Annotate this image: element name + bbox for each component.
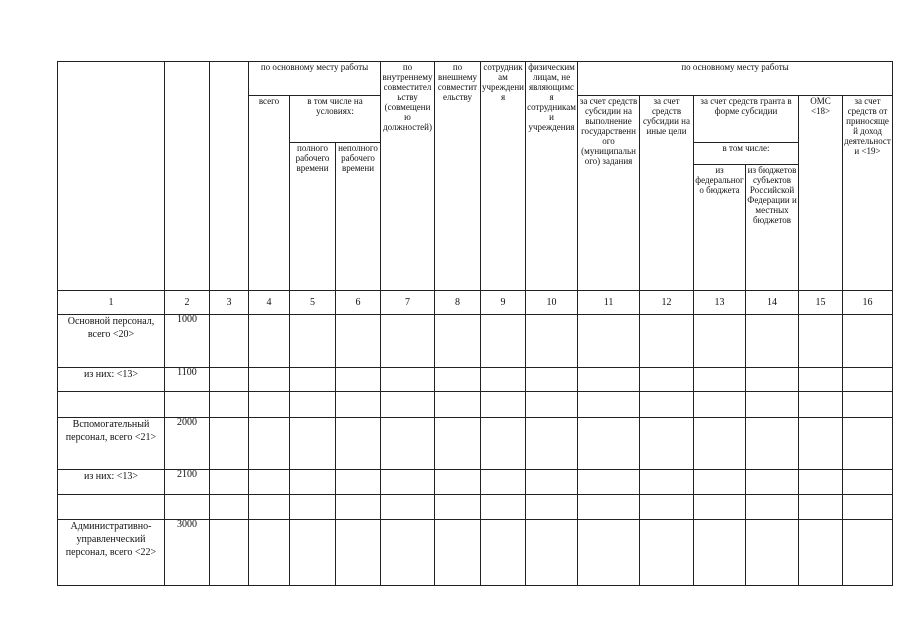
data-cell [210,520,249,586]
data-cell [435,520,481,586]
data-cell [249,392,290,418]
column-number: 8 [435,291,481,315]
header-federal: из федерального бюджета [694,165,746,291]
data-cell [249,418,290,470]
data-cell [210,368,249,392]
header-full-time: полного рабочего времени [290,143,336,291]
header-income: за счет средств от приносящей доход деятельности <19> [843,96,893,291]
header-total: всего [249,96,290,291]
data-cell [694,315,746,368]
row-label: из них: <13> [58,368,165,392]
data-cell [249,315,290,368]
data-cell [799,520,843,586]
data-cell [210,495,249,520]
row-code: 2100 [165,470,210,495]
data-cell [481,368,526,392]
data-cell [694,495,746,520]
data-cell [249,368,290,392]
header-grant: за счет средств гранта в форме субсидии [694,96,799,143]
row-code [165,495,210,520]
data-cell [578,392,640,418]
data-cell [249,470,290,495]
data-cell [290,470,336,495]
data-cell [381,315,435,368]
data-cell [210,418,249,470]
data-cell [578,495,640,520]
column-number-row [58,291,893,315]
data-cell [640,520,694,586]
data-cell [746,495,799,520]
column-number: 14 [746,291,799,315]
data-cell [481,392,526,418]
data-cell [249,520,290,586]
data-cell [746,392,799,418]
data-cell [435,418,481,470]
data-cell [290,495,336,520]
data-cell [381,368,435,392]
column-number: 10 [526,291,578,315]
data-cell [526,495,578,520]
header-cell-blank-2 [165,62,210,291]
data-cell [799,315,843,368]
table-row [58,495,893,520]
header-incl-conditions: в том числе на условиях: [290,96,381,143]
data-cell [381,418,435,470]
table-row [58,470,893,495]
data-cell [481,495,526,520]
row-label [58,495,165,520]
data-cell [526,470,578,495]
data-cell [578,418,640,470]
data-cell [336,520,381,586]
column-number: 6 [336,291,381,315]
data-cell [746,368,799,392]
data-cell [435,315,481,368]
data-cell [290,368,336,392]
row-label [58,392,165,418]
row-code [165,392,210,418]
data-cell [481,315,526,368]
column-number: 7 [381,291,435,315]
row-code: 1100 [165,368,210,392]
data-cell [210,315,249,368]
data-cell [746,470,799,495]
data-cell [694,418,746,470]
data-cell [746,520,799,586]
staff-report-table [57,61,893,586]
data-cell [210,470,249,495]
row-code: 1000 [165,315,210,368]
data-cell [640,392,694,418]
data-cell [481,418,526,470]
header-subsidy-task: за счет средств субсидии на выполнение государственного (муниципального) задания [578,96,640,291]
column-number: 13 [694,291,746,315]
data-cell [799,368,843,392]
header-cell-blank-3 [210,62,249,291]
data-cell [843,520,893,586]
data-cell [799,418,843,470]
data-cell [249,495,290,520]
data-cell [481,520,526,586]
data-cell [694,392,746,418]
data-cell [290,520,336,586]
data-cell [694,368,746,392]
data-cell [526,315,578,368]
data-cell [290,315,336,368]
data-cell [694,470,746,495]
column-number: 3 [210,291,249,315]
data-cell [481,470,526,495]
data-cell [336,470,381,495]
data-cell [746,418,799,470]
data-cell [640,315,694,368]
header-internal-combination: по внутреннему совместительству (совмещению должностей) [381,62,435,291]
data-cell [578,520,640,586]
row-label: из них: <13> [58,470,165,495]
table-row [58,315,893,368]
data-cell [843,315,893,368]
data-cell [526,418,578,470]
column-number: 15 [799,291,843,315]
data-cell [336,418,381,470]
column-number: 1 [58,291,165,315]
header-employees-institution: сотрудникам учреждения [481,62,526,291]
data-cell [578,368,640,392]
data-cell [336,392,381,418]
data-cell [843,495,893,520]
table-row [58,368,893,392]
data-cell [290,392,336,418]
data-cell [435,368,481,392]
row-label: Вспомогательный персонал, всего <21> [58,418,165,470]
data-cell [843,470,893,495]
header-regional: из бюджетов субъектов Российской Федерации и местных бюджетов [746,165,799,291]
data-cell [578,315,640,368]
data-cell [694,520,746,586]
data-cell [578,470,640,495]
header-oms: ОМС <18> [799,96,843,291]
data-cell [640,495,694,520]
header-physical-persons: физическим лицам, не являющимся сотрудниками учреждения [526,62,578,291]
data-cell [843,392,893,418]
data-cell [799,392,843,418]
header-cell-blank-1 [58,62,165,291]
header-part-time: неполного рабочего времени [336,143,381,291]
data-cell [640,368,694,392]
header-main-place-b: по основному месту работы [578,62,893,96]
data-cell [799,495,843,520]
data-cell [435,495,481,520]
column-number: 16 [843,291,893,315]
table-row [58,418,893,470]
row-code: 3000 [165,520,210,586]
row-code: 2000 [165,418,210,470]
data-cell [526,368,578,392]
header-subsidy-other: за счет средств субсидии на иные цели [640,96,694,291]
data-cell [435,470,481,495]
header-incl: в том числе: [694,143,799,165]
column-number: 5 [290,291,336,315]
data-cell [381,470,435,495]
data-cell [640,418,694,470]
column-number: 9 [481,291,526,315]
data-cell [336,315,381,368]
data-cell [336,368,381,392]
row-label: Административно-управленческий персонал, всего <22> [58,520,165,586]
data-cell [381,495,435,520]
data-cell [799,470,843,495]
header-external-combination: по внешнему совместительству [435,62,481,291]
table-row [58,520,893,586]
data-cell [526,392,578,418]
data-cell [381,392,435,418]
data-cell [336,495,381,520]
column-number: 12 [640,291,694,315]
data-cell [843,368,893,392]
data-cell [435,392,481,418]
column-number: 11 [578,291,640,315]
data-cell [210,392,249,418]
data-cell [843,418,893,470]
data-cell [746,315,799,368]
data-cell [526,520,578,586]
data-cell [640,470,694,495]
column-number: 4 [249,291,290,315]
header-main-place-a: по основному месту работы [249,62,381,96]
data-cell [381,520,435,586]
data-cell [290,418,336,470]
row-label: Основной персонал, всего <20> [58,315,165,368]
column-number: 2 [165,291,210,315]
table-row [58,392,893,418]
